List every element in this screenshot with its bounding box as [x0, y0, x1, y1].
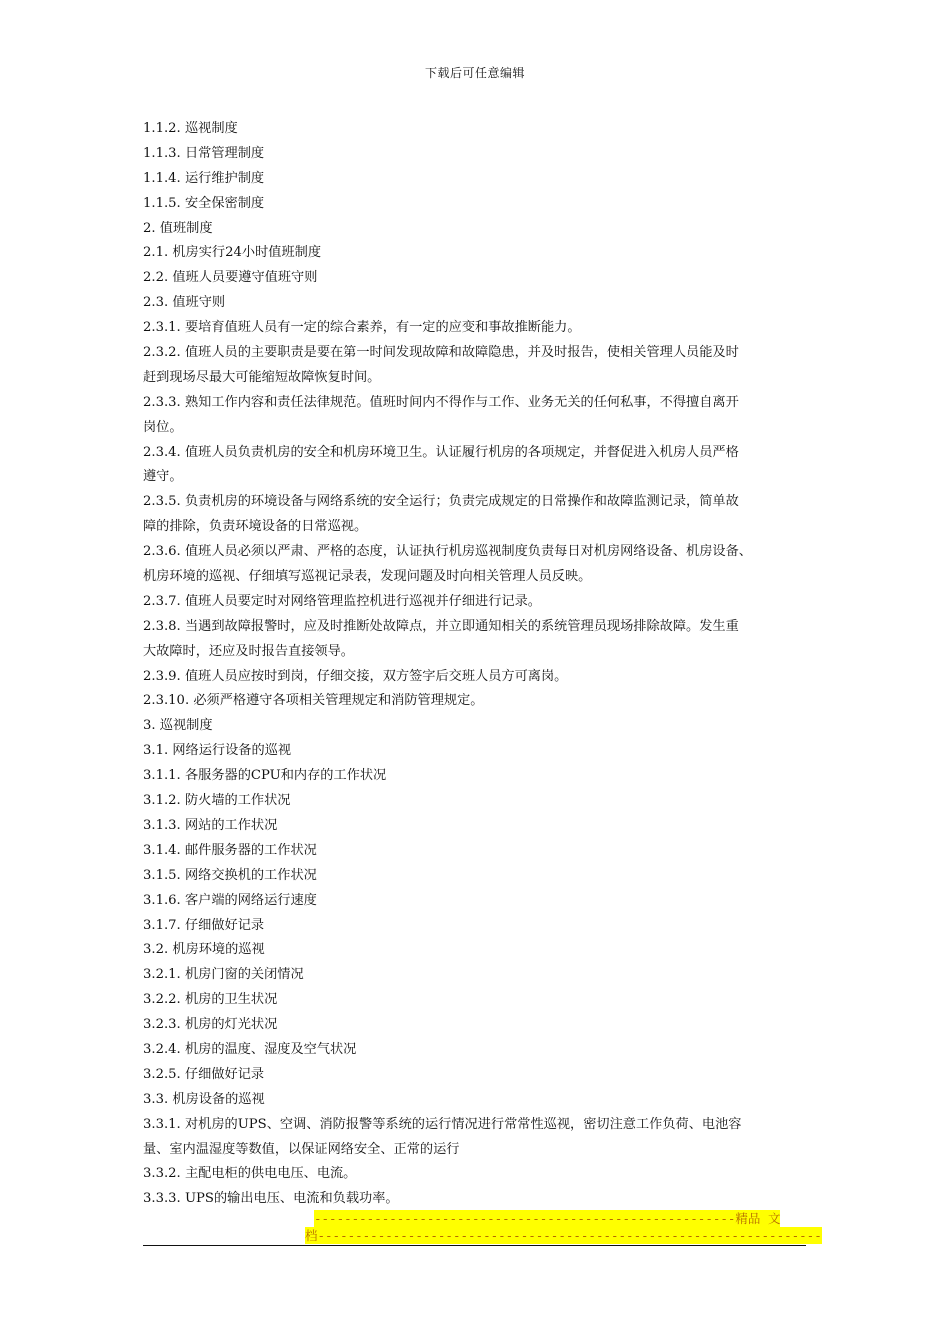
text-line: 3.1.5. 网络交换机的工作状况 [143, 867, 317, 883]
text-line: 2.3.4. 值班人员负责机房的安全和机房环境卫生。认证履行机房的各项规定，并督促进入机房人员严格 [143, 444, 739, 460]
text-line: 量、室内温湿度等数值，以保证网络安全、正常的运行 [143, 1141, 460, 1157]
text-line: 2.3.5. 负责机房的环境设备与网络系统的安全运行；负责完成规定的日常操作和故障监测记录，简单故 [143, 494, 739, 510]
text-line: 机房环境的巡视、仔细填写巡视记录表，发现问题及时向相关管理人员反映。 [143, 569, 592, 585]
text-line: 3.1.2. 防火墙的工作状况 [143, 793, 291, 809]
text-line: 3.2.2. 机房的卫生状况 [143, 992, 278, 1008]
text-line: 障的排除，负责环境设备的日常巡视。 [143, 519, 368, 535]
text-line: 赶到现场尽最大可能缩短故障恢复时间。 [143, 369, 381, 385]
text-line: 3.3.3. UPS的输出电压、电流和负载功率。 [143, 1191, 399, 1207]
text-line: 3.1.1. 各服务器的CPU和内存的工作状况 [143, 768, 387, 784]
text-line: 2.3. 值班守则 [143, 295, 226, 311]
text-line: 3.3.1. 对机房的UPS、空调、消防报警等系统的运行情况进行常常性巡视，密切注意工作负荷、电池容 [143, 1116, 742, 1132]
text-line: 2.3.3. 熟知工作内容和责任法律规范。值班时间内不得作与工作、业务无关的任何私事，不得擅自离开 [143, 394, 739, 410]
text-line: 3.1.4. 邮件服务器的工作状况 [143, 842, 317, 858]
footer-line-1: --------------------------------------------------------精品 文 [314, 1211, 781, 1226]
text-line: 2.3.6. 值班人员必须以严肃、严格的态度，认证执行机房巡视制度负责每日对机房网络设备、机房设备、 [143, 544, 752, 560]
page-header: 下载后可任意编辑 [424, 66, 525, 80]
text-line: 3.1.3. 网站的工作状况 [143, 817, 278, 833]
footer-divider [143, 1245, 806, 1246]
text-line: 3.2.1. 机房门窗的关闭情况 [143, 967, 304, 983]
text-line: 大故障时，还应及时报告直接领导。 [143, 643, 354, 659]
text-line: 2.3.10. 必须严格遵守各项相关管理规定和消防管理规定。 [143, 693, 484, 709]
text-line: 2.3.7. 值班人员要定时对网络管理监控机进行巡视并仔细进行记录。 [143, 593, 541, 609]
text-line: 3.1. 网络运行设备的巡视 [143, 743, 292, 759]
text-line: 2.1. 机房实行24小时值班制度 [143, 245, 322, 261]
text-line: 3.3.2. 主配电柜的供电电压、电流。 [143, 1166, 357, 1182]
text-line: 1.1.3. 日常管理制度 [143, 145, 265, 161]
text-line: 2.3.1. 要培育值班人员有一定的综合素养，有一定的应变和事故推断能力。 [143, 320, 581, 336]
text-line: 2. 值班制度 [143, 220, 213, 236]
text-line: 1.1.4. 运行维护制度 [143, 170, 265, 186]
text-line: 1.1.2. 巡视制度 [143, 121, 238, 136]
text-line: 3.2. 机房环境的巡视 [143, 942, 265, 958]
text-line: 2.3.9. 值班人员应按时到岗，仔细交接，双方签字后交班人员方可离岗。 [143, 668, 568, 684]
footer-line-2: 档------------------------------------------------------------------- [305, 1228, 822, 1243]
text-line: 3.1.6. 客户端的网络运行速度 [143, 892, 317, 908]
text-line: 3.2.5. 仔细做好记录 [143, 1066, 265, 1082]
text-line: 遵守。 [143, 469, 183, 485]
document-body [143, 117, 808, 1212]
text-line: 3. 巡视制度 [143, 718, 213, 734]
text-line: 岗位。 [143, 419, 183, 435]
text-line: 2.2. 值班人员要遵守值班守则 [143, 270, 318, 286]
text-line: 1.1.5. 安全保密制度 [143, 195, 265, 211]
text-line: 3.2.4. 机房的温度、湿度及空气状况 [143, 1041, 357, 1057]
text-line: 2.3.8. 当遇到故障报警时，应及时推断处故障点，并立即通知相关的系统管理员现场排除故障。发生重 [143, 618, 739, 634]
text-line: 3.1.7. 仔细做好记录 [143, 917, 265, 933]
text-line: 3.2.3. 机房的灯光状况 [143, 1017, 278, 1033]
text-line: 3.3. 机房设备的巡视 [143, 1091, 265, 1107]
text-line: 2.3.2. 值班人员的主要职责是要在第一时间发现故障和故障隐患，并及时报告，使相关管理人员能及时 [143, 345, 739, 361]
